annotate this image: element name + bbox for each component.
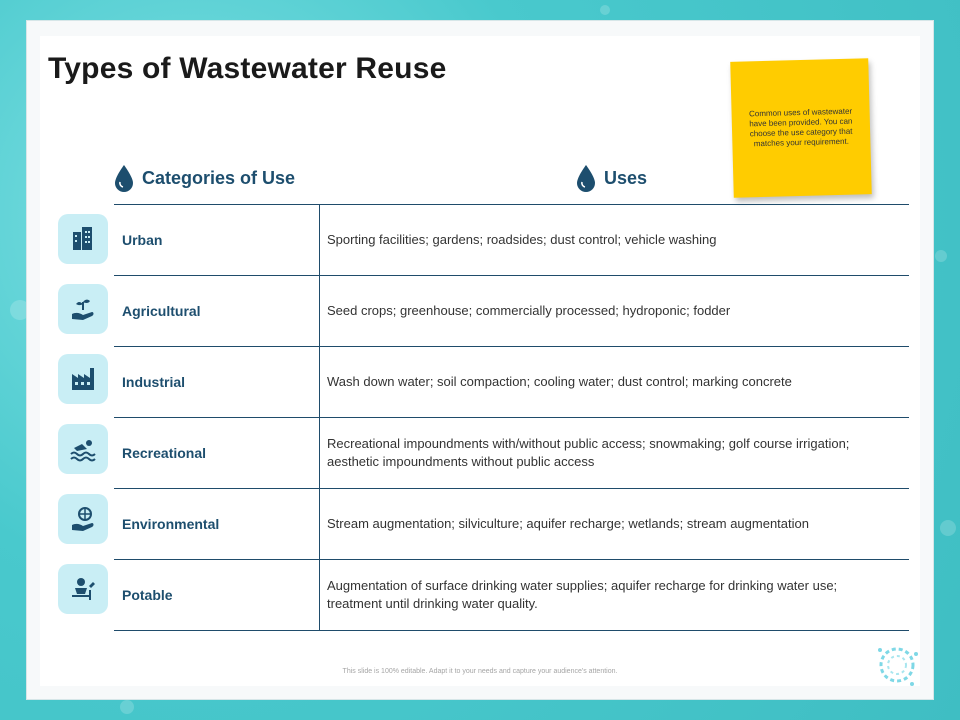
table-row — [114, 204, 909, 276]
table-row — [114, 347, 909, 418]
uses-text: Augmentation of surface drinking water supplies; aquifer recharge for drinking water use; treatment until drinking water quality. — [327, 578, 838, 611]
table-row — [114, 418, 909, 489]
uses-text: Recreational impoundments with/without public access; snowmaking; golf course irrigation; aesthetic impoundments without public access — [327, 436, 850, 469]
globe-in-hand-icon — [58, 494, 108, 544]
uses-text: Stream augmentation; silviculture; aquifer recharge; wetlands; stream augmentation — [327, 516, 809, 531]
water-drop-icon — [576, 164, 596, 192]
category-label: Industrial — [122, 374, 186, 390]
table-row — [114, 489, 909, 560]
plant-in-hand-icon — [58, 284, 108, 334]
category-label: Recreational — [122, 445, 207, 461]
uses-header-label: Uses — [604, 167, 648, 188]
water-splash-icon — [872, 640, 922, 690]
column-divider — [319, 418, 320, 488]
column-divider — [319, 276, 320, 346]
categories-header-label: Categories of Use — [142, 167, 296, 188]
sticky-note-text: Common uses of wastewater have been provided. You can choose the use category that matches your requirement. — [748, 106, 853, 149]
category-label: Urban — [122, 232, 163, 248]
categories-header — [114, 164, 295, 192]
swimmer-icon — [58, 424, 108, 474]
column-divider — [319, 560, 320, 630]
category-label: Agricultural — [122, 303, 201, 319]
column-divider — [319, 489, 320, 559]
uses-text: Seed crops; greenhouse; commercially processed; hydroponic; fodder — [327, 303, 731, 318]
person-drinking-icon — [58, 564, 108, 614]
uses-header — [576, 164, 647, 192]
category-label: Potable — [122, 587, 173, 603]
category-label: Environmental — [122, 516, 220, 532]
sticky-note — [730, 58, 872, 198]
column-divider — [319, 205, 320, 275]
table-row — [114, 560, 909, 631]
footer-note: This slide is 100% editable. Adapt it to your needs and capture your audience's attention. — [342, 668, 618, 675]
table-row — [114, 276, 909, 347]
page-title: Types of Wastewater Reuse — [48, 52, 447, 85]
reuse-table — [114, 204, 909, 631]
uses-text: Wash down water; soil compaction; cooling water; dust control; marking concrete — [327, 374, 792, 389]
buildings-icon — [58, 214, 108, 264]
water-drop-icon — [114, 164, 134, 192]
uses-text: Sporting facilities; gardens; roadsides; dust control; vehicle washing — [327, 232, 717, 247]
column-divider — [319, 347, 320, 417]
factory-icon — [58, 354, 108, 404]
